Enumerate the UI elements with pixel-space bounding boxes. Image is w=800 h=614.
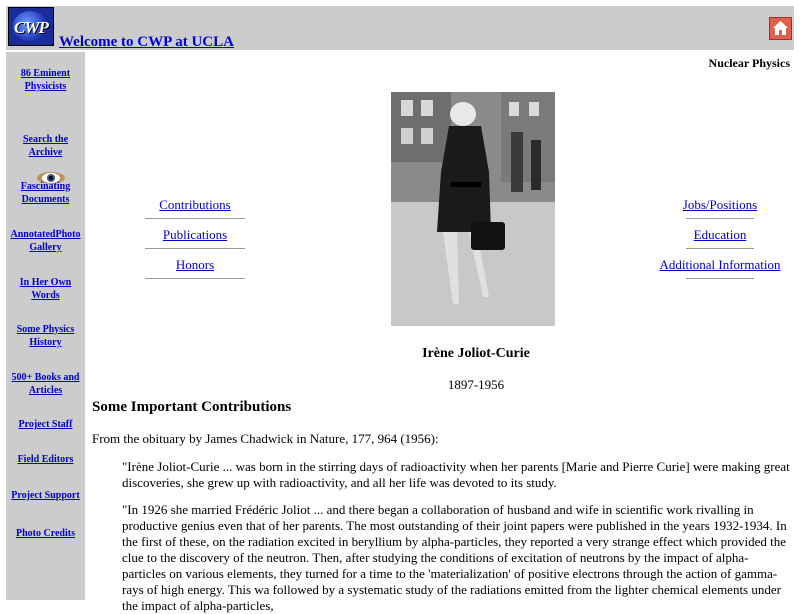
portrait-photo	[391, 92, 555, 326]
home-button[interactable]	[769, 17, 792, 40]
additional-information-link[interactable]: Additional Information	[659, 257, 781, 272]
sidebar-item-project-staff[interactable]	[6, 418, 85, 431]
publications-link[interactable]: Publications	[162, 227, 228, 242]
sidebar-item-label[interactable]: Some Physics History	[16, 324, 75, 348]
photo-image	[391, 92, 555, 326]
cwp-logo[interactable]	[8, 7, 54, 46]
sidebar-item-label[interactable]: Fascinating Documents	[20, 181, 71, 205]
divider	[145, 278, 245, 279]
education-link[interactable]: Education	[693, 227, 747, 242]
divider	[686, 218, 754, 219]
sidebar-item-photo-gallery[interactable]	[6, 228, 85, 254]
source-citation: From the obituary by James Chadwick in Nature, 177, 964 (1956):	[92, 431, 439, 446]
contributions-heading: Some Important Contributions	[92, 399, 292, 415]
sidebar-item-books-articles[interactable]	[6, 371, 85, 397]
sidebar-item-project-support[interactable]	[6, 489, 85, 502]
jobs-positions-link[interactable]: Jobs/Positions	[682, 197, 758, 212]
sidebar	[6, 52, 85, 600]
divider	[686, 278, 754, 279]
divider	[145, 248, 245, 249]
sidebar-item-label[interactable]: 500+ Books and Articles	[11, 372, 80, 396]
honors-link[interactable]: Honors	[175, 257, 215, 272]
quote-paragraph-1: "Irène Joliot-Curie ... was born in the stirring days of radioactivity when her parents [Marie and Pierre Curie] were making great discoveries, she grew up with radioactivity, and all her life was devoted to its study.	[122, 459, 790, 490]
divider	[145, 218, 245, 219]
sidebar-item-label[interactable]: In Her Own Words	[19, 277, 72, 301]
sidebar-item-label[interactable]: Search the Archive	[22, 134, 69, 158]
sidebar-item-field-editors[interactable]	[6, 453, 85, 466]
sidebar-item-label[interactable]: Project Staff	[18, 419, 73, 430]
sidebar-item-photo-credits[interactable]	[6, 527, 85, 540]
contributions-link[interactable]: Contributions	[159, 197, 231, 212]
sidebar-item-eminent-physicists[interactable]	[6, 67, 85, 93]
logo-text: CWP	[14, 18, 48, 37]
sidebar-item-fascinating-documents[interactable]	[6, 180, 85, 206]
sidebar-item-search-archive[interactable]	[6, 133, 85, 159]
sidebar-item-in-her-own-words[interactable]	[6, 276, 85, 302]
sidebar-item-label[interactable]: Project Support	[11, 490, 80, 501]
life-dates: 1897-1956	[447, 377, 505, 392]
header-bar	[0, 0, 800, 52]
sidebar-item-label[interactable]: 86 Eminent Physicists	[20, 68, 71, 92]
sidebar-item-physics-history[interactable]	[6, 323, 85, 349]
welcome-link[interactable]: Welcome to CWP at UCLA	[59, 34, 234, 50]
sidebar-item-label[interactable]: AnnotatedPhoto Gallery	[10, 229, 81, 253]
divider	[686, 248, 754, 249]
section-title: Nuclear Physics	[708, 56, 790, 70]
quote-paragraph-2: "In 1926 she married Frédéric Joliot ... and there began a collaboration of husband and wife in scientific work rivalling in productive genius even that of her parents. The most outstanding of their joint papers were published in the years 1932-1934. In the first of these, on the radiation excited in beryllium by alpha-particles, they reported a very strange effect which provided the clue to the discovery of the neutron. Then, after studying the conditions of excitation of neutrons by the impact of alpha-particles on various elements, they turned for a time to the 'materialization' of positive electrons through the action of gamma-rays of high energy. This wa followed by a systematic study of the radiations emitted from the lighter chemical elements under the impact of alpha-particles,	[122, 502, 787, 613]
home-icon	[770, 18, 791, 39]
person-name: Irène Joliot-Curie	[422, 346, 530, 361]
sidebar-item-label[interactable]: Photo Credits	[16, 528, 75, 539]
sidebar-item-label[interactable]: Field Editors	[17, 454, 74, 465]
